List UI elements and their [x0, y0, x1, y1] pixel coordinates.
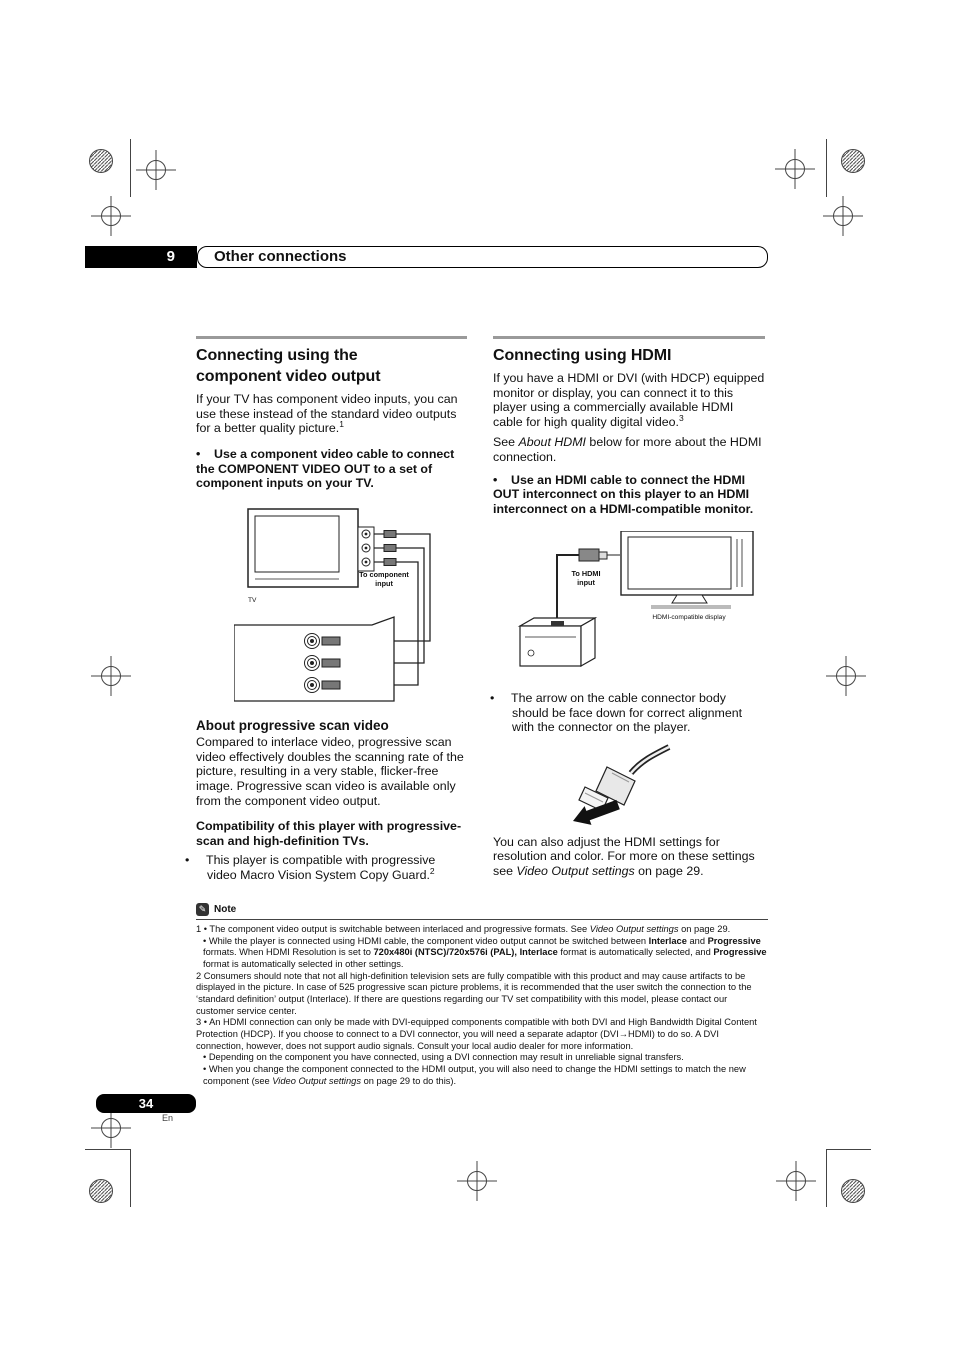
section-rule: [493, 336, 765, 339]
section-title-hdmi: Connecting using HDMI: [493, 347, 672, 364]
footnote-3: 3 • An HDMI connection can only be made with DVI-equipped components compatible with both DVI and High Bandwidth Digital Content Protection (HDCP). If you choose to connect to a DVI connector, you will need a separate adaptor (DVI→HDMI) to do so. A DVI connection, however, does not support audio signals. Consult your local audio dealer for more information.: [196, 1017, 757, 1051]
registration-target-icon: [839, 1177, 867, 1205]
hdmi-settings-paragraph: You can also adjust the HDMI settings for resolution and color. For more on these settings see Video Output settings on page 29.: [493, 834, 755, 878]
crop-mark-line: [826, 1149, 827, 1207]
crop-mark-line: [826, 139, 827, 197]
language-label: En: [162, 1113, 174, 1123]
footnote-3c: • When you change the component connected to the HDMI output, you will also need to change the HDMI settings to match the new component (see Video Output settings on page 29 to do this).: [203, 1063, 746, 1086]
arrow-alignment-bullet: • The arrow on the cable connector body should be face down for correct alignment with the connector on the player.: [490, 690, 743, 735]
crop-mark-line: [826, 1149, 871, 1150]
registration-target-icon: [87, 147, 115, 175]
crop-mark-line: [130, 1149, 131, 1207]
to-hdmi-label: To HDMI: [571, 568, 601, 578]
footnote-3b: • Depending on the component you have connected, using a DVI connection may result in unreliable signal transfers.: [203, 1052, 684, 1063]
crosshair-mark-icon: [136, 150, 176, 190]
notes-section: [196, 903, 768, 1087]
bullet-glyph: •: [185, 853, 190, 868]
footnote-ref-3: 3: [678, 412, 684, 423]
see-about-hdmi-paragraph: See About HDMI below for more about the HDMI connection.: [493, 435, 762, 464]
bullet-glyph: •: [196, 446, 201, 461]
footnote-1b: • While the player is connected using HDMI cable, the component video output cannot be switched between Interlace and Progressive formats. When HDMI Resolution is set to 720x480i (NTSC)/720x576i (PAL), Interlace format is automatically selected, and Progressive format is automatically selected in other settings.: [203, 935, 767, 969]
svg-text:input: input: [577, 577, 595, 587]
footnote-2: 2 Consumers should note that not all high-definition television sets are fully compatible with this product and may cause artifacts to be displayed in the picture. In case of 525 progressive scan picture problems, it is recommended that the user switch the connection to the ‘standard definition’ output (Interlace). If there are questions regarding our TV set compatibility with this model, please contact our customer service center.: [196, 970, 752, 1016]
note-icon: ✎: [196, 903, 209, 916]
hdmi-connect-bullet: • Use an HDMI cable to connect the HDMI OUT interconnect on this player to an HDMI interconnect on a HDMI-compatible monitor.: [493, 472, 754, 517]
hdmi-plug-orientation-illustration: [565, 743, 675, 833]
hdmi-display-label: HDMI-compatible display: [652, 613, 726, 621]
crosshair-mark-icon: [91, 196, 131, 236]
left-column: [185, 336, 467, 882]
compatibility-heading: Compatibility of this player with progressive-scan and high-definition TVs.: [196, 819, 462, 849]
progressive-scan-heading: About progressive scan video: [196, 718, 389, 734]
note-divider: [196, 919, 768, 920]
footnote-ref-2: 2: [429, 865, 435, 876]
crosshair-mark-icon: [91, 656, 131, 696]
bullet-glyph: •: [490, 690, 495, 705]
hdmi-intro-paragraph: If you have a HDMI or DVI (with HDCP) equipped monitor or display, you can connect it to this player using a commercially available HDMI cable for high quality digital video.$^3$: [493, 371, 765, 429]
crosshair-mark-icon: [823, 196, 863, 236]
chapter-bar: [85, 246, 197, 268]
component-video-diagram: [234, 507, 444, 705]
footnote-1: 1 • The component video output is switchable between interlaced and progressive formats. See Video Output settings on page 29.: [196, 924, 731, 934]
right-column: [490, 336, 765, 879]
crosshair-mark-icon: [826, 656, 866, 696]
page-number-badge: 34: [96, 1094, 196, 1113]
chapter-title: Other connections: [214, 248, 347, 265]
crosshair-mark-icon: [457, 1161, 497, 1201]
registration-target-icon: [87, 1177, 115, 1205]
component-connect-bullet: • Use a component video cable to connect the COMPONENT VIDEO OUT to a set of component inputs on your TV.: [196, 446, 455, 491]
to-component-label: To component: [359, 570, 409, 580]
section-title-component-video: Connecting using the component video output: [196, 347, 381, 385]
crop-mark-line: [85, 1149, 130, 1150]
tv-label: TV: [248, 597, 257, 605]
compatibility-bullet: • This player is compatible with progressive video Macro Vision System Copy Guard.$^2$: [185, 853, 436, 882]
footnote-ref-1: 1: [339, 419, 344, 430]
svg-text:input: input: [375, 579, 393, 589]
crop-mark-line: [130, 139, 131, 197]
crosshair-mark-icon: [776, 1161, 816, 1201]
chapter-number: 9: [166, 248, 175, 265]
chapter-title-box: [197, 246, 768, 268]
crosshair-mark-icon: [775, 149, 815, 189]
hdmi-connection-diagram: [501, 531, 766, 683]
progressive-scan-paragraph: Compared to interlace video, progressive scan video effectively doubles the scanning rate of the picture, resulting in a very stable, flicker-free image. Progressive scan video is available only from the component video output.: [196, 735, 464, 808]
registration-target-icon: [839, 147, 867, 175]
section-rule: [196, 336, 467, 339]
note-label: Note: [214, 904, 237, 915]
bullet-glyph: •: [493, 472, 498, 487]
crosshair-mark-icon: [91, 1108, 131, 1148]
note-header: [196, 903, 768, 916]
component-intro-paragraph: If your TV has component video inputs, you can use these instead of the standard video outputs for a better quality picture.$^1$: [196, 392, 458, 436]
